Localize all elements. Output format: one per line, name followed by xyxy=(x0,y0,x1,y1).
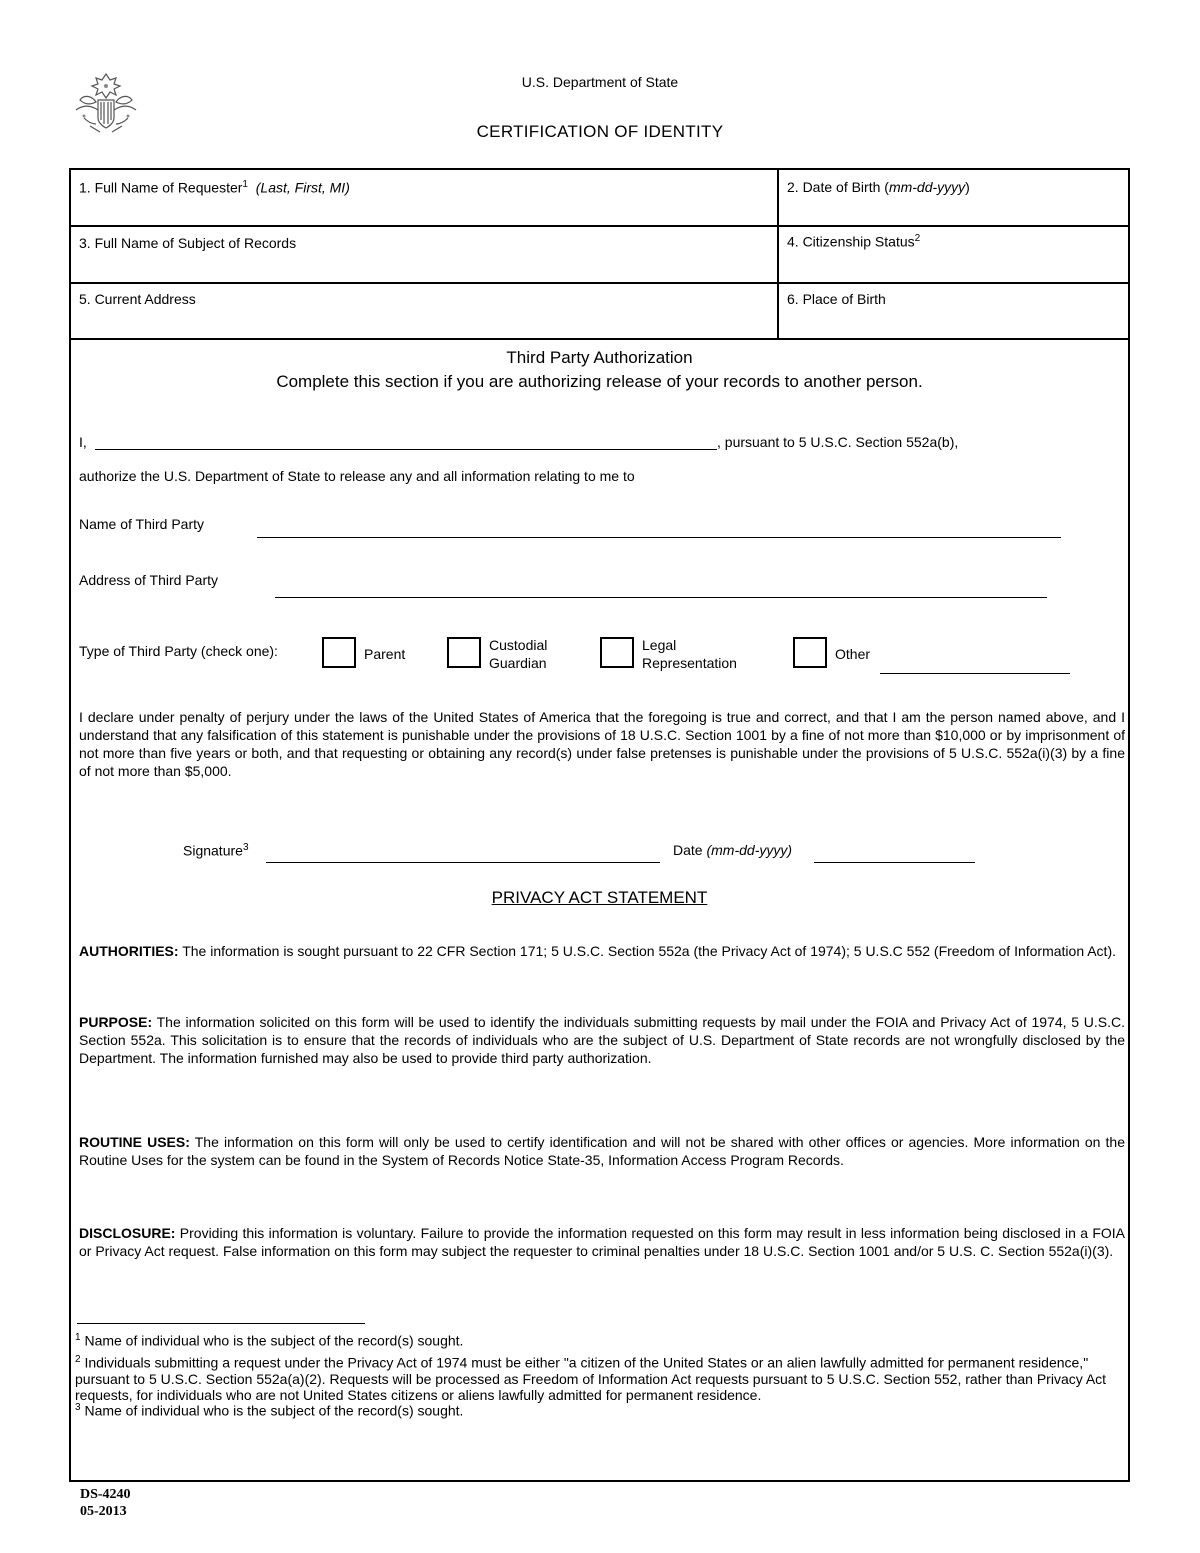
third-party-address-label: Address of Third Party xyxy=(79,572,219,588)
footnote-ref: 3 xyxy=(242,842,249,853)
form-frame xyxy=(69,168,1130,1482)
footnote-3 xyxy=(75,1400,1131,1419)
section-text: The information solicited on this form will be used to identify the individuals submitting requests by mail under the FOIA and Privacy Act of 1974, 5 U.S.C. Section 552a. This solicitation is to ensure that the records of individuals who are the subject of U.S. Department of State records are not wrongfully disclosed by the Department. The information furnished may also be used to provide third party authorization. xyxy=(79,1014,1125,1066)
option-line: Representation xyxy=(642,655,737,671)
authorities-paragraph xyxy=(79,942,1125,960)
form-identifier xyxy=(80,1486,131,1520)
section-text: Providing this information is voluntary. Failure to provide the information requested on this form may result in less information being disclosed in a FOIA or Privacy Act request. False information on this form may subject the requester to criminal penalties under 18 U.S.C. Section 1001 and/or 5 U.S. C. Section 552a(i)(3). xyxy=(79,1225,1125,1259)
field-label: 3. Full Name of Subject of Records xyxy=(79,235,297,251)
section-text: The information is sought pursuant to 22 CFR Section 171; 5 U.S.C. Section 552a (the Privacy Act of 1974); 5 U.S.C 552 (Freedom of Information Act). xyxy=(178,943,1116,959)
third-party-type-label: Type of Third Party (check one): xyxy=(79,643,278,659)
footnote-number: 2 xyxy=(75,1354,81,1365)
third-party-name-line[interactable] xyxy=(257,537,1061,538)
perjury-declaration: I declare under penalty of perjury under the laws of the United States of America that the foregoing is true and correct, and that I am the person named above, and I understand that any falsification of this statement is punishable under the provisions of 18 U.S.C. Section 1001 by a fine of not more than $10,000 or by imprisonment of not more than five years or both, and that requesting or obtaining any record(s) under false pretenses is punishable under the provisions of 5 U.S.C. 552a(i)(3) by a fine of not more than $5,000. xyxy=(79,709,1125,779)
option-line: Guardian xyxy=(489,655,547,671)
third-party-address-line[interactable] xyxy=(275,597,1047,598)
privacy-act-heading xyxy=(71,888,1128,908)
section-head: DISCLOSURE: xyxy=(79,1225,176,1241)
full-name-requester-field[interactable] xyxy=(79,179,350,196)
field-label: 5. Current Address xyxy=(79,291,196,307)
grid-divider xyxy=(71,225,1128,227)
field-label: 6. Place of Birth xyxy=(787,291,886,307)
section-head: ROUTINE USES: xyxy=(79,1134,190,1150)
footnote-ref: 1 xyxy=(242,179,248,190)
third-party-title: Third Party Authorization xyxy=(506,348,693,367)
parent-option-label: Parent xyxy=(364,646,406,662)
footnote-1 xyxy=(75,1330,1131,1349)
other-checkbox[interactable] xyxy=(793,637,827,668)
field-label: 4. Citizenship Status xyxy=(787,233,915,250)
third-party-subtitle: Complete this section if you are authorizing release of your records to another person. xyxy=(276,372,923,391)
signature-label-text: Signature xyxy=(183,842,243,859)
date-hint: (mm-dd-yyyy) xyxy=(706,842,793,858)
footnote-2 xyxy=(75,1352,1131,1403)
place-of-birth-field[interactable] xyxy=(787,291,886,307)
grid-divider xyxy=(71,338,1128,340)
signature-line[interactable] xyxy=(266,862,660,863)
other-option-label: Other xyxy=(835,646,871,662)
custodial-guardian-option-label xyxy=(489,636,547,672)
footnote-text: Name of individual who is the subject of the record(s) sought. xyxy=(80,1332,464,1349)
parent-checkbox[interactable] xyxy=(322,637,356,668)
form-title: CERTIFICATION OF IDENTITY xyxy=(476,122,724,141)
field-hint: mm-dd-yyyy xyxy=(888,179,966,195)
footnote-number: 1 xyxy=(75,1332,81,1343)
subject-name-field[interactable] xyxy=(79,235,296,251)
other-specify-line[interactable] xyxy=(880,673,1070,674)
date-label xyxy=(673,842,792,858)
field-hint: (Last, First, MI) xyxy=(255,179,350,196)
authorize-text: authorize the U.S. Department of State to release any and all information relating to me to xyxy=(79,468,635,484)
grid-column-divider xyxy=(777,170,779,340)
legal-representation-option-label xyxy=(642,636,737,672)
footnote-separator xyxy=(77,1323,365,1324)
custodial-guardian-checkbox[interactable] xyxy=(447,637,481,668)
signature-label xyxy=(183,842,249,859)
legal-representation-checkbox[interactable] xyxy=(600,637,634,668)
option-line: Legal xyxy=(642,637,677,653)
section-text: The information on this form will only be used to certify identification and will not be shared with other offices or agencies. More information on the Routine Uses for the system can be found in the System of Records Notice State-35, Information Access Program Records. xyxy=(79,1134,1125,1168)
date-label-text: Date xyxy=(673,842,707,858)
authorizer-name-line[interactable] xyxy=(95,449,717,450)
i-label: I, xyxy=(79,434,87,450)
privacy-act-heading-text: PRIVACY ACT STATEMENT xyxy=(491,888,708,907)
footnote-text: Name of individual who is the subject of the record(s) sought. xyxy=(80,1402,464,1419)
current-address-field[interactable] xyxy=(79,291,196,307)
field-label: 1. Full Name of Requester xyxy=(79,179,243,196)
section-head: AUTHORITIES: xyxy=(79,943,179,959)
field-label: 2. Date of Birth ( xyxy=(787,179,889,195)
section-head: PURPOSE: xyxy=(79,1014,153,1030)
option-line: Custodial xyxy=(489,637,548,653)
form-number: DS-4240 xyxy=(80,1487,131,1502)
third-party-name-label: Name of Third Party xyxy=(79,516,205,532)
agency-name: U.S. Department of State xyxy=(521,74,679,90)
grid-divider xyxy=(71,282,1128,284)
citizenship-status-field[interactable] xyxy=(787,233,920,250)
routine-uses-paragraph xyxy=(79,1133,1125,1169)
footnote-text: Individuals submitting a request under the Privacy Act of 1974 must be either "a citizen of the United States or an alien lawfully admitted for permanent residence," pursuant to 5 U.S.C. Section 552a(a)(2). Requests will be processed as Freedom of Information Act requests pursuant to 5 U.S.C. Section 552, rather than Privacy Act requests, for individuals who are not United States citizens or aliens lawfully admitted for permanent residence. xyxy=(75,1354,1107,1403)
purpose-paragraph xyxy=(79,1013,1125,1067)
field-label-end: ) xyxy=(965,179,970,195)
pursuant-text: , pursuant to 5 U.S.C. Section 552a(b), xyxy=(717,434,959,450)
footnote-number: 3 xyxy=(75,1402,81,1413)
disclosure-paragraph xyxy=(79,1224,1125,1260)
footnote-ref: 2 xyxy=(914,233,921,244)
form-revision-date: 05-2013 xyxy=(80,1504,127,1519)
date-line[interactable] xyxy=(814,862,975,863)
date-of-birth-field[interactable] xyxy=(787,179,970,195)
